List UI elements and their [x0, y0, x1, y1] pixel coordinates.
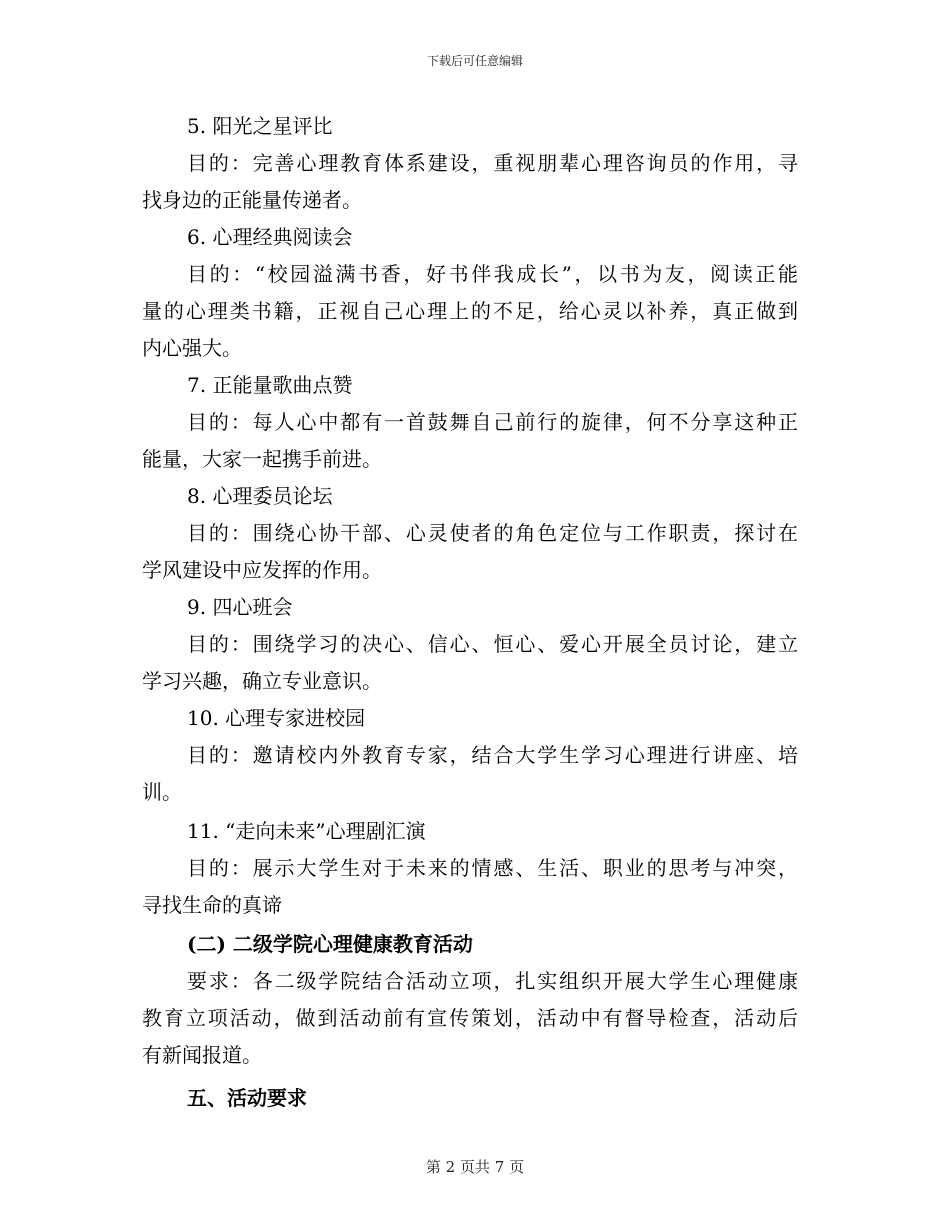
item-title: 6. 心理经典阅读会 [187, 225, 353, 249]
item-purpose-line: 目的：围绕心协干部、心灵使者的角色定位与工作职责，探讨在 [187, 521, 798, 545]
item-purpose-line: 内心强大。 [142, 336, 242, 360]
item-title: 10. 心理专家进校园 [187, 706, 366, 730]
item-purpose-line: 目的：“校园溢满书香，好书伴我成长”，以书为友，阅读正能 [187, 262, 798, 286]
item-title: 8. 心理委员论坛 [187, 484, 333, 508]
item-purpose-line: 学风建设中应发挥的作用。 [142, 558, 382, 582]
item-purpose-line: 找身边的正能量传递者。 [142, 188, 362, 212]
item-title: 11. “走向未来”心理剧汇演 [187, 819, 426, 843]
item-purpose-line: 目的：完善心理教育体系建设，重视朋辈心理咨询员的作用，寻 [187, 151, 798, 175]
item-purpose-line: 目的：围绕学习的决心、信心、恒心、爱心开展全员讨论，建立 [187, 632, 798, 656]
document-body [142, 108, 798, 1117]
item-purpose-line: 目的：展示大学生对于未来的情感、生活、职业的思考与冲突， [187, 856, 798, 880]
item-title: 5. 阳光之星评比 [187, 114, 333, 138]
item-title: 9. 四心班会 [187, 595, 293, 619]
section-paragraph-line: 有新闻报道。 [142, 1043, 262, 1067]
item-title: 7. 正能量歌曲点赞 [187, 373, 353, 397]
section-paragraph-line: 教育立项活动，做到活动前有宣传策划，活动中有督导检查，活动后 [142, 1006, 798, 1030]
section-heading: (二) 二级学院心理健康教育活动 [187, 932, 473, 956]
item-purpose-line: 目的：邀请校内外教育专家，结合大学生学习心理进行讲座、培 [187, 743, 798, 767]
item-purpose-line: 能量，大家一起携手前进。 [142, 447, 382, 471]
section-heading: 五、活动要求 [187, 1086, 307, 1110]
item-purpose-line: 寻找生命的真谛 [142, 893, 282, 917]
item-purpose-line: 训。 [142, 780, 182, 804]
item-purpose-line: 学习兴趣，确立专业意识。 [142, 669, 382, 693]
page-footer: 第 2 页共 7 页 [425, 1158, 525, 1176]
section-paragraph-line: 要求：各二级学院结合活动立项，扎实组织开展大学生心理健康 [187, 969, 798, 993]
page-header: 下载后可任意编辑 [426, 54, 523, 68]
item-purpose-line: 目的：每人心中都有一首鼓舞自己前行的旋律，何不分享这种正 [187, 410, 798, 434]
item-purpose-line: 量的心理类书籍，正视自己心理上的不足，给心灵以补养，真正做到 [142, 299, 798, 323]
